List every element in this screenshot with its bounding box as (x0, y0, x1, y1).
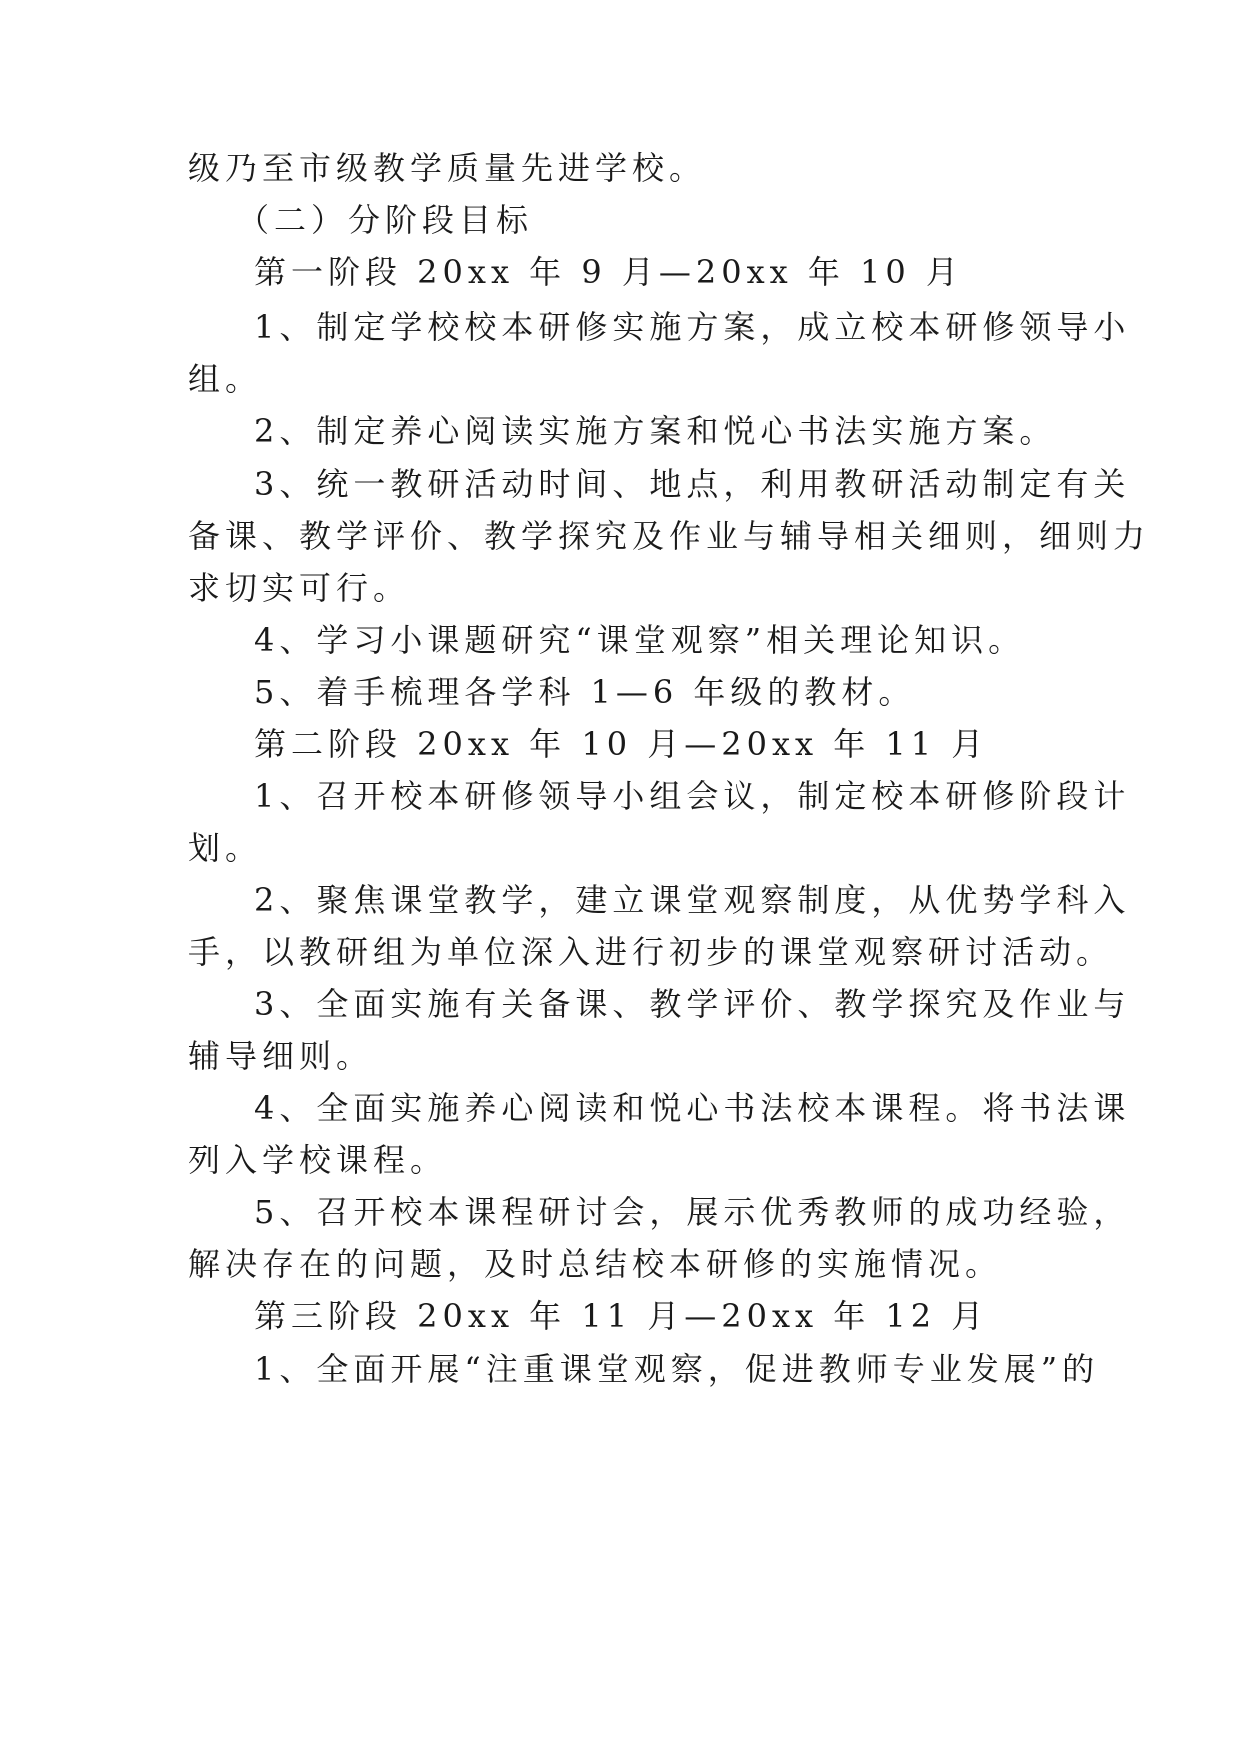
text-line-15: 2、聚焦课堂教学，建立课堂观察制度，从优势学科入 (254, 881, 1131, 919)
text-line-14: 划。 (188, 829, 263, 867)
text-line-10: 4、学习小课题研究“课堂观察”相关理论知识。 (254, 621, 1026, 659)
text-line-20: 列入学校课程。 (188, 1141, 448, 1179)
text-line-22: 解决存在的问题，及时总结校本研修的实施情况。 (188, 1245, 1003, 1283)
phase-1-heading: 第一阶段 20xx 年 9 月—20xx 年 10 月 (254, 253, 963, 291)
text-line-17: 3、全面实施有关备课、教学评价、教学探究及作业与 (254, 985, 1131, 1023)
text-line-13: 1、召开校本研修领导小组会议，制定校本研修阶段计 (254, 777, 1131, 815)
text-line-8: 备课、教学评价、教学探究及作业与辅导相关细则，细则力 (188, 517, 1151, 555)
text-line-21: 5、召开校本课程研讨会，展示优秀教师的成功经验， (254, 1193, 1131, 1231)
text-line-11: 5、着手梳理各学科 1—6 年级的教材。 (254, 673, 916, 711)
text-line-16: 手，以教研组为单位深入进行初步的课堂观察研讨活动。 (188, 933, 1114, 971)
text-line-24: 1、全面开展“注重课堂观察，促进教师专业发展”的 (254, 1350, 1100, 1388)
text-line-5: 组。 (188, 360, 263, 398)
text-line-9: 求切实可行。 (188, 569, 411, 607)
section-heading-phase-goals: （二）分阶段目标 (237, 201, 534, 239)
text-line-1: 级乃至市级教学质量先进学校。 (188, 149, 707, 187)
phase-2-heading: 第二阶段 20xx 年 10 月—20xx 年 11 月 (254, 725, 989, 763)
text-line-18: 辅导细则。 (188, 1037, 374, 1075)
text-line-6: 2、制定养心阅读实施方案和悦心书法实施方案。 (254, 412, 1057, 450)
text-line-7: 3、统一教研活动时间、地点，利用教研活动制定有关 (254, 465, 1131, 503)
text-line-19: 4、全面实施养心阅读和悦心书法校本课程。将书法课 (254, 1089, 1131, 1127)
text-line-4: 1、制定学校校本研修实施方案，成立校本研修领导小 (254, 308, 1131, 346)
phase-3-heading: 第三阶段 20xx 年 11 月—20xx 年 12 月 (254, 1297, 989, 1335)
